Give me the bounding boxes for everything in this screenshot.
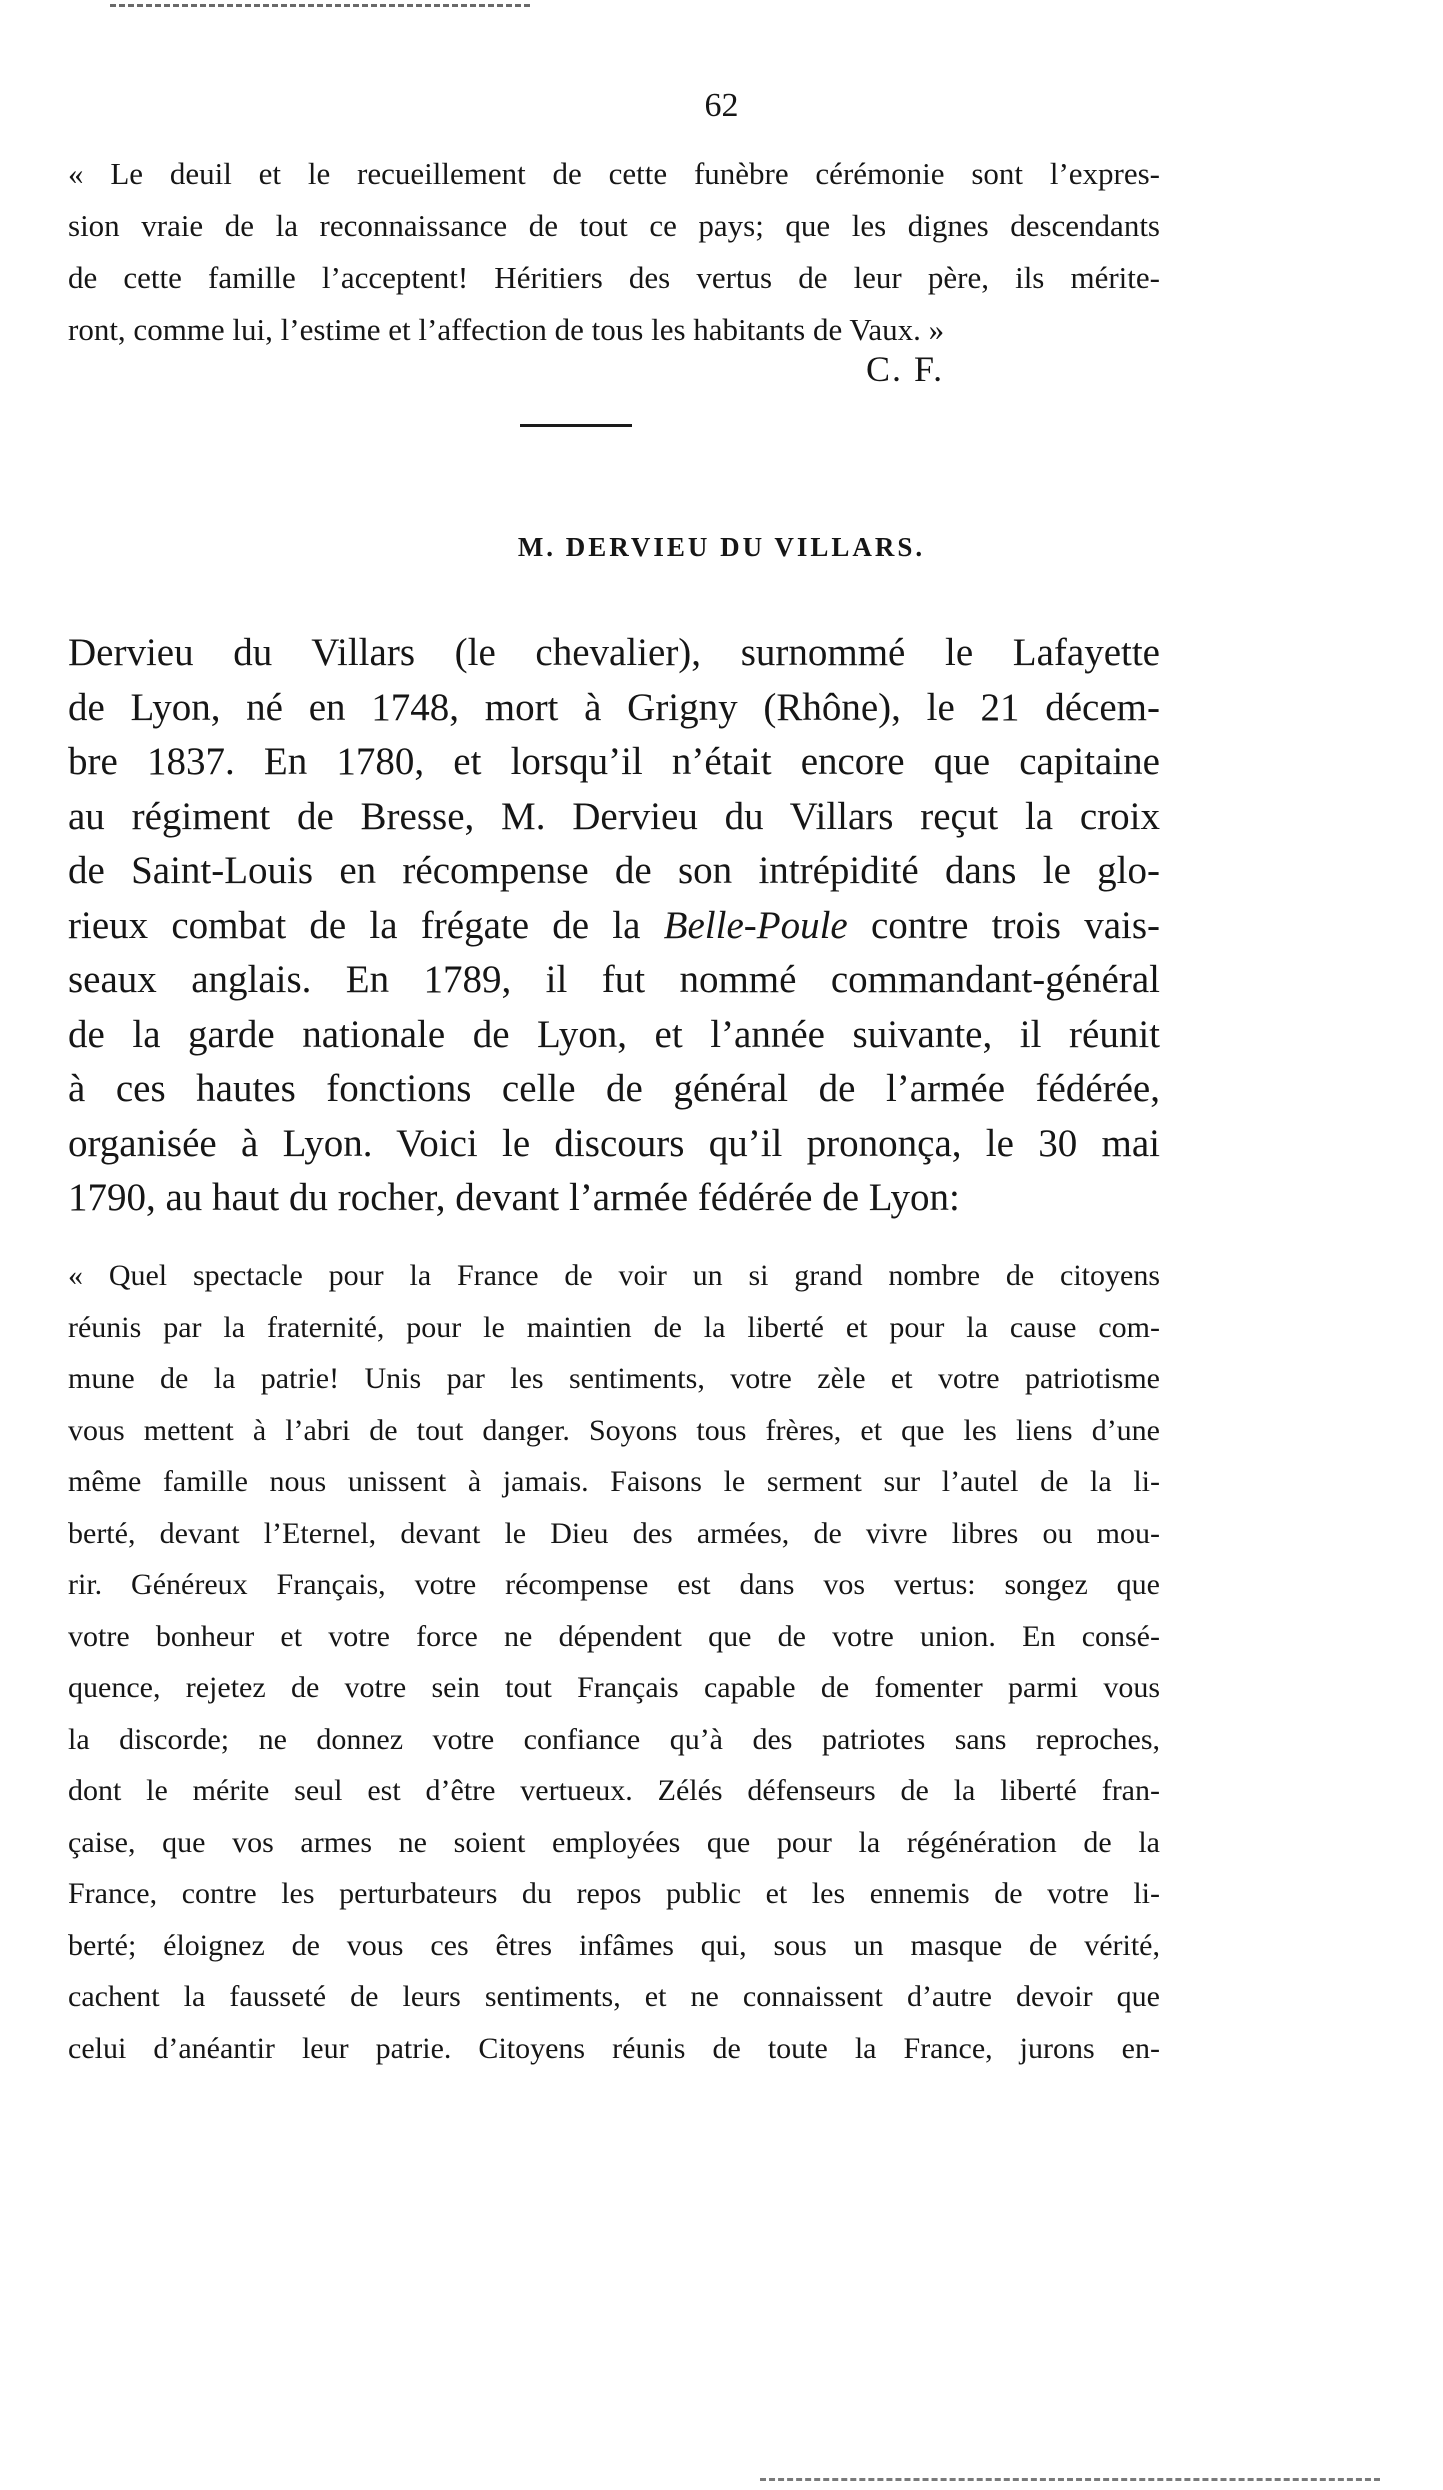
speech-line: berté, devant l’Eternel, devant le Dieu des armées, de vivre libres ou mou- [68, 1516, 1160, 1550]
bio-line: au régiment de Bresse, M. Dervieu du Villars reçut la croix [68, 794, 1160, 838]
speech-line: vous mettent à l’abri de tout danger. Soyons tous frères, et que les liens d’une [68, 1413, 1160, 1447]
intro-quote [68, 148, 1160, 356]
speech-line: çaise, que vos armes ne soient employées que pour la régénération de la [68, 1825, 1160, 1859]
section-heading: M. DERVIEU DU VILLARS. [517, 532, 926, 562]
speech-line: mune de la patrie! Unis par les sentiments, votre zèle et votre patriotisme [68, 1362, 1160, 1395]
intro-quote-line: sion vraie de la reconnaissance de tout ce pays; que les dignes descendants [68, 208, 1160, 243]
bio-line: de la garde nationale de Lyon, et l’année suivante, il réunit [68, 1012, 1160, 1056]
section-separator [520, 424, 632, 427]
speech-line: cachent la fausseté de leurs sentiments, et ne connaissent d’autre devoir que [68, 1980, 1160, 2013]
intro-quote-line: de cette famille l’acceptent! Héritiers des vertus de leur père, ils mérite- [68, 260, 1160, 295]
bio-text: rieux combat de la frégate de la [68, 903, 664, 947]
bio-line: bre 1837. En 1780, et lorsqu’il n’était encore que capitaine [68, 740, 1160, 783]
signature: C. F. [866, 349, 945, 389]
speech-line: quence, rejetez de votre sein tout Français capable de fomenter parmi vous [68, 1671, 1160, 1704]
bio-line: à ces hautes fonctions celle de général de l’armée fédérée, [68, 1067, 1160, 1110]
bio-line: de Saint-Louis en récompense de son intrépidité dans le glo- [68, 849, 1160, 892]
bio-line: Dervieu du Villars (le chevalier), surnommé le Lafayette [68, 631, 1160, 674]
bio-line: 1790, au haut du rocher, devant l’armée fédérée de Lyon: [68, 1176, 960, 1219]
bio-line-with-ship-name [68, 899, 1160, 954]
ship-name: Belle-Poule [663, 903, 848, 947]
bio-line: organisée à Lyon. Voici le discours qu’il prononça, le 30 mai [68, 1121, 1160, 1165]
scan-edge-rule-top [110, 4, 530, 7]
speech-line: dont le mérite seul est d’être vertueux. Zélés défenseurs de la liberté fran- [68, 1774, 1160, 1807]
speech-line: celui d’anéantir leur patrie. Citoyens réunis de toute la France, jurons en- [68, 2031, 1160, 2065]
intro-quote-line: « Le deuil et le recueillement de cette funèbre cérémonie sont l’expres- [68, 156, 1160, 191]
speech-line: même famille nous unissent à jamais. Faisons le serment sur l’autel de la li- [68, 1465, 1160, 1498]
bio-text: contre trois vais- [847, 903, 1160, 947]
speech-line: la discorde; ne donnez votre confiance qu’à des patriotes sans reproches, [68, 1722, 1160, 1756]
page-number: 62 [704, 87, 739, 124]
intro-quote-line: ront, comme lui, l’estime et l’affection de tous les habitants de Vaux. » [68, 312, 945, 347]
bio-line: de Lyon, né en 1748, mort à Grigny (Rhône), le 21 décem- [68, 685, 1160, 729]
bio-paragraph [68, 626, 1160, 1226]
bio-line: seaux anglais. En 1789, il fut nommé commandant-général [68, 958, 1160, 1001]
speech-line: « Quel spectacle pour la France de voir un si grand nombre de citoyens [68, 1259, 1160, 1292]
speech-quote [68, 1250, 1160, 2074]
speech-line: France, contre les perturbateurs du repos public et les ennemis de votre li- [68, 1877, 1160, 1910]
speech-line: votre bonheur et votre force ne dépendent que de votre union. En consé- [68, 1619, 1160, 1653]
speech-line: rir. Généreux Français, votre récompense est dans vos vertus: songez que [68, 1568, 1160, 1601]
speech-line: berté; éloignez de vous ces êtres infâmes qui, sous un masque de vérité, [68, 1928, 1160, 1962]
speech-line: réunis par la fraternité, pour le maintien de la liberté et pour la cause com- [68, 1310, 1160, 1344]
scan-edge-rule-bottom [760, 2478, 1380, 2481]
